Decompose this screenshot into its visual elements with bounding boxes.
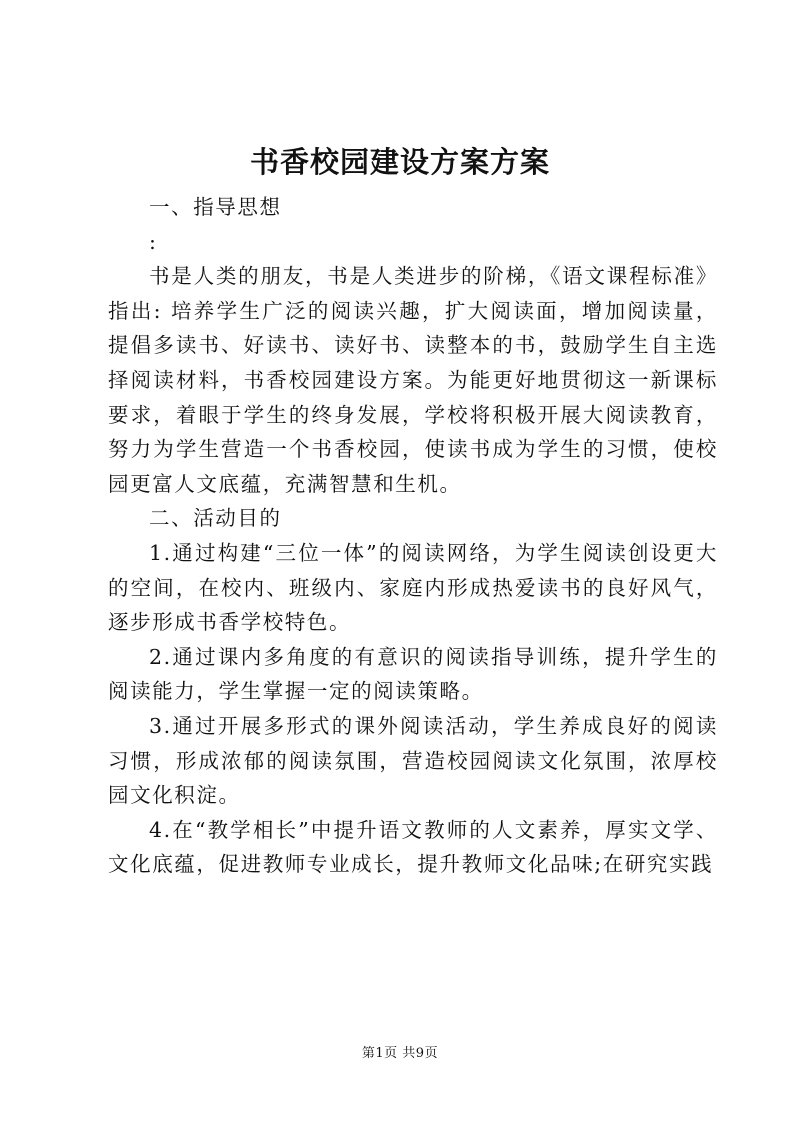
- document-title: 书香校园建设方案方案: [249, 145, 550, 179]
- paragraph-goal-4: 4.在“教学相长”中提升语文教师的人文素养，厚实文学、文化底蕴，促进教师专业成长，提升教师文化品味;在研究实践: [108, 817, 718, 877]
- section-heading-guiding-ideology: 一、指导思想: [149, 195, 282, 219]
- section-heading-activity-goals: 二、活动目的: [149, 506, 282, 531]
- document-body: [108, 190, 718, 882]
- paragraph-goal-2: 2.通过课内多角度的有意识的阅读指导训练，提升学生的阅读能力，学生掌握一定的阅读策略。: [108, 644, 718, 704]
- page-footer: 第1页 共9页: [361, 1046, 439, 1061]
- paragraph-intro: 书是人类的朋友，书是人类进步的阶梯，《语文课程标准》指出: 培养学生广泛的阅读兴趣，扩大阅读面，增加阅读量，提倡多读书、好读书、读好书、读整本的书，鼓励学生自主选择阅读材料，书香校园建设方案。为能更好地贯彻这一新课标要求，着眼于学生的终身发展，学校将积极开展大阅读教育，努力为学生营造一个书香校园，使读书成为学生的习惯，使校园更富人文底蕴，充满智慧和生机。: [108, 264, 718, 496]
- paragraph-goal-3: 3.通过开展多形式的课外阅读活动，学生养成良好的阅读习惯，形成浓郁的阅读氛围，营造校园阅读文化氛围，浓厚校园文化积淀。: [108, 713, 718, 808]
- paragraph-colon: :: [149, 229, 158, 254]
- paragraph-goal-1: 1.通过构建“三位一体”的阅读网络，为学生阅读创设更大的空间，在校内、班级内、家庭内形成热爱读书的良好风气，逐步形成书香学校特色。: [108, 540, 718, 635]
